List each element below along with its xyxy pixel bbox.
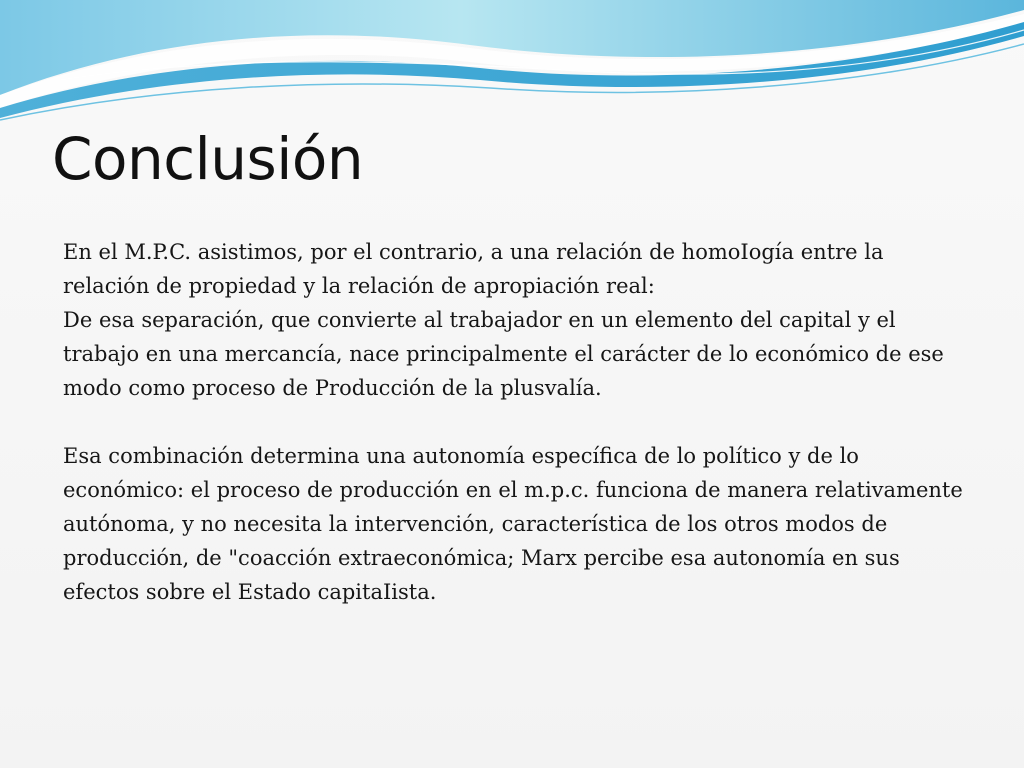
body-paragraph-2: De esa separación, que convierte al trabajador en un elemento del capital y el trabajo en una mercancía, nace principalmente el carácter de lo económico de ese modo como proceso de Producción de la plusvalía. [63, 308, 944, 400]
slide-title: Conclusión [52, 125, 364, 193]
body-paragraph-1: En el M.P.C. asistimos, por el contrario, a una relación de homoIogía entre la relación de propiedad y la relación de apropiación real: [63, 240, 884, 298]
decorative-wave-banner [0, 0, 1024, 130]
body-paragraph-3: Esa combinación determina una autonomía específica de lo político y de lo económico: el proceso de producción en el m.p.c. funciona de manera relativamente autónoma, y no necesita la intervención, característica de los otros modos de producción, de "coacción extraeconómica; Marx percibe esa autonomía en sus efectos sobre el Estado capitaIista. [63, 444, 963, 604]
slide-body [63, 235, 973, 609]
paragraph-spacer [63, 405, 973, 439]
